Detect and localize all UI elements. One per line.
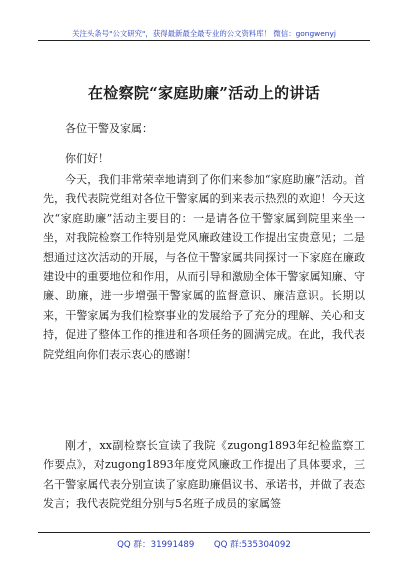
footer-contact [0, 538, 408, 550]
footer-qq-group-1: QQ 群：31991489 [117, 540, 195, 550]
header-banner: 关注头条号"公文研究"，获得最新最全最专业的公文资料库！ 微信：gongwenyj [72, 29, 336, 38]
greeting: 你们好！ [65, 152, 109, 165]
document-title: 在检察院“家庭助廉”活动上的讲话 [87, 84, 321, 102]
footer-qq-group-2: QQ 群:535304092 [213, 540, 291, 550]
footer-divider [38, 532, 370, 533]
salutation: 各位干警及家属： [65, 122, 153, 135]
body-paragraph-1: 今天，我们非常荣幸地请到了你们来参加“家庭助廉”活动。首先，我代表院党组对各位干警家属的到来表示热烈的欢迎！今天这次“家庭助廉”活动主要目的：一是请各位干警家属到院里来坐一坐，对我院检察工作特别是党风廉政建设工作提出宝贵意见；二是想通过这次活动的开展，与各位干警家属共同探讨一下家庭在廉政建设中的重要地位和作用，从而引导和激励全体干警家属知廉、守廉、助廉，进一步增强干警家属的监督意识、廉洁意识。长期以来，干警家属为我们检察事业的发展给予了充分的理解、关心和支持，促进了整体工作的推进和各项任务的圆满完成。在此，我代表院党组向你们表示衷心的感谢！ [43, 173, 365, 361]
body-paragraph-2: 刚才，xx副检察长宣读了我院《zugong1893年纪检监察工作要点》，对zugong1893年度党风廉政工作提出了具体要求，三名干警家属代表分别宣读了家庭助廉倡议书、承诺书，并做了表态发言；我代表院党组分别与5名班子成员的家属签 [43, 439, 365, 511]
header-divider [38, 40, 370, 41]
